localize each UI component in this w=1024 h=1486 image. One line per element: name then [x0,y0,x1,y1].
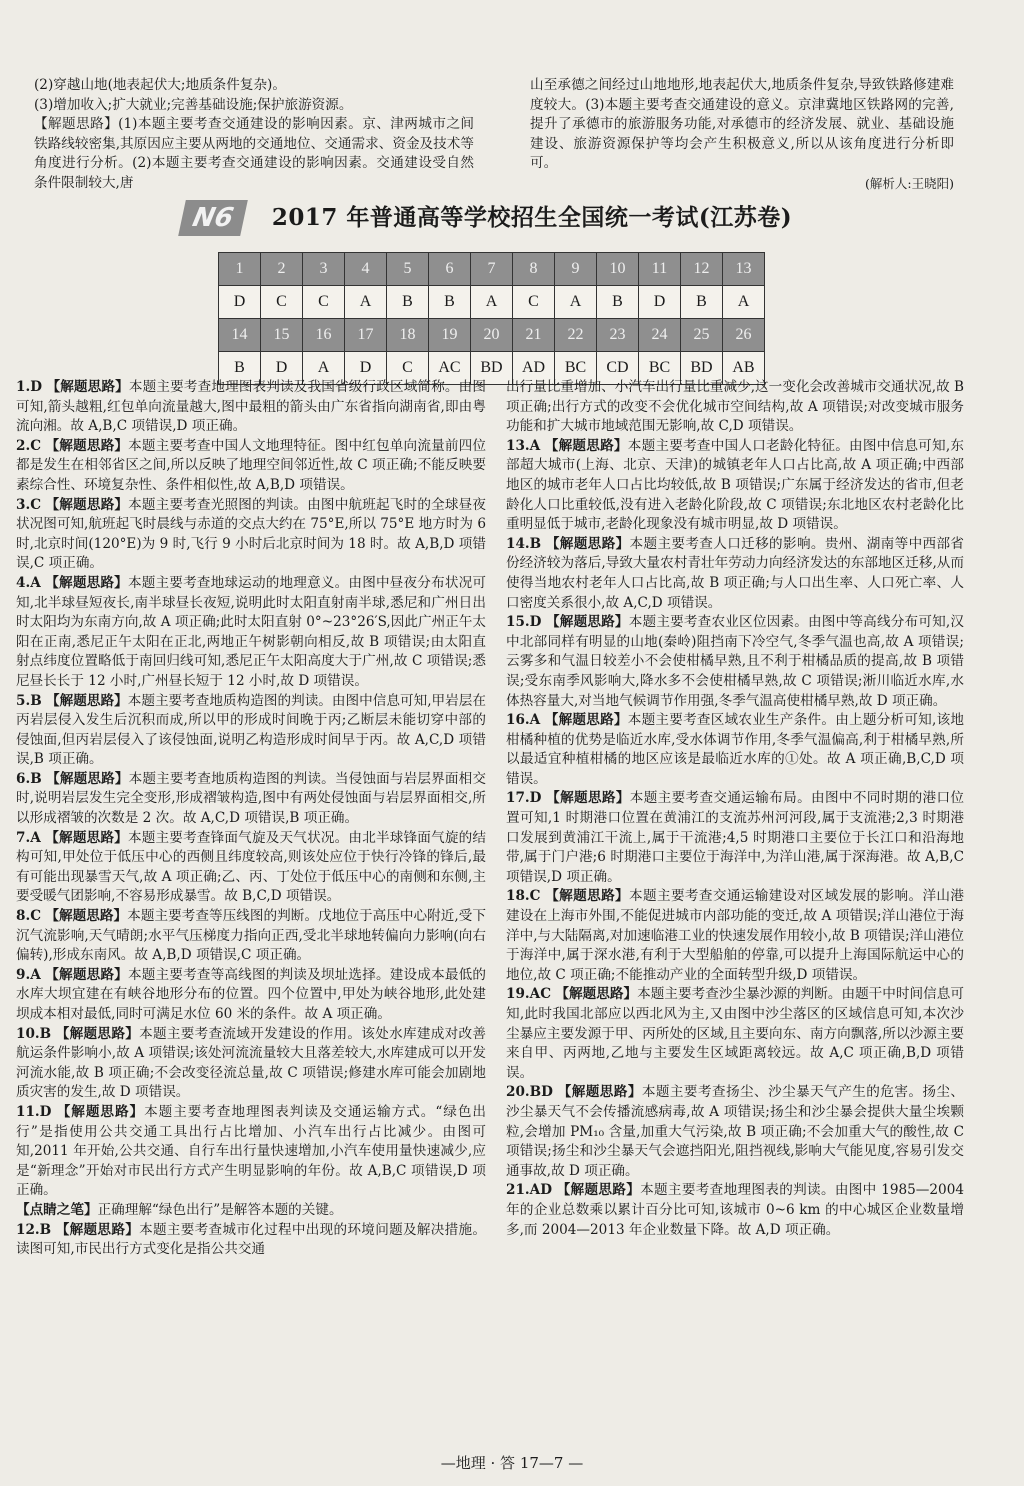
answer-explanation [16,574,486,692]
question-number-cell: 21 [513,319,555,352]
question-number-cell: 20 [471,319,513,352]
explanation-text: 本题主要考查地质构造图的判读。当侵蚀面与岩层界面相交时,说明岩层发生完全变形,形成褶皱构造,图中有两处侵蚀面与岩层界面相交,所以形成褶皱的次数是 2 次。故 A,C,D 项错误,B 项正确。 [16,770,487,827]
answer-explanation [16,496,486,574]
explanation-tag: 【解题思路】 [545,888,630,905]
answer-cell: D [639,286,681,319]
exam-title: 2017 年普通高等学校招生全国统一考试(江苏卷) [271,204,793,231]
explanation-tag: 【解题思路】 [555,986,638,1003]
explanation-text: 本题主要考查农业区位因素。由图中等高线分布可知,汉中北部同样有明显的山地(秦岭)阻挡南下冷空气,冬季气温也高,故 A 项错误;云雾多和气温日较差小不会使柑橘早熟,且不利于柑橘品质的提高,故 B 项错误;受东南季风影响大,降水多不会使柑橘早熟,故 C 项错误;淅川临近水库,水体热容量大,对当地气候调节作用强,冬季气温高使柑橘早熟,故 D 项正确。 [506,614,965,709]
answer-explanation [16,907,486,966]
answer-explanation [16,829,486,907]
answer-explanation [506,1083,964,1181]
explanation-text: 本题主要考查光照图的判读。由图中航班起飞时的全球昼夜状况图可知,航班起飞时晨线与赤道的交点大约在 75°E,所以 75°E 地方时为 6 时,北京时间(120°E)为 9 时,飞行 9 小时后北京时间为 18 时。故 A,B,D 项错误,C 项正确。 [16,496,486,572]
explanation-text: 本题主要考查地理图表的判读。由图中 1985—2004 年的企业总数乘以累计百分比可知,该城市 0~6 km 的中心城区企业数量增多,而 2004—2013 年企业数量下降。故 A,D 项正确。 [506,1182,964,1238]
question-number: 16.A [506,712,541,729]
question-number-cell: 16 [303,319,345,352]
explanation-text: 本题主要考查中国人文地理特征。图中红包单向流量前四位都是发生在相邻省区之间,所以反映了地理空间邻近性,故 C 项正确;不能反映要素综合性、环境复杂性、条件相似性,故 A,B,D 项错误。 [16,437,486,493]
answer-cell: B [597,286,639,319]
explanation-tag: 【解题思路】 [55,1025,140,1042]
answer-cell: D [261,352,303,385]
question-number: 11.D [16,1103,52,1120]
question-number: 8.C [16,908,42,925]
question-number-cell: 11 [639,253,681,286]
explanation-text: 本题主要考查中国人口老龄化特征。由图中信息可知,东部超大城市(上海、北京、天津)的城镇老年人口占比高,故 A 项正确;中西部地区的城市老年人口占比均较低,故 B 项错误;广东属于经济发达的省市,但老龄化人口比重较低,没有进入老龄化阶段,故 C 项错误;东北地区农村老龄化比重明显低于城市,老龄化现象没有城市明显,故 D 项错误。 [506,437,964,533]
question-number: 17.D [506,790,542,807]
question-number: 15.D [506,614,542,631]
explanation-text: 正确理解“绿色出行”是解答本题的关键。 [97,1201,343,1218]
explanation-text: 本题主要考查锋面气旋及天气状况。由北半球锋面气旋的结构可知,甲处位于低压中心的西侧且纬度较高,则该处应位于快行冷锋的锋后,最有可能出现暴雪天气,故 A 项正确;乙、丙、丁处位于低压中心的南侧和东侧,主要受暖气团影响,不容易形成暴雪。故 B,C,D 项错误。 [16,829,487,905]
answer-explanation [16,1103,486,1201]
answer-explanation [506,613,964,711]
question-number-cell: 6 [429,253,471,286]
section-header [182,198,822,240]
answer-cell: B [219,352,261,385]
question-number: 5.B [16,692,42,709]
left-answer-column [16,378,486,1260]
answer-explanation [16,966,486,1025]
answer-explanation [506,535,964,613]
question-number-cell: 7 [471,253,513,286]
answer-explanation [506,437,964,535]
explanation-tag: 【解题思路】 [45,496,129,513]
answer-explanation [16,1221,486,1260]
explanation-text: 本题主要考查人口迁移的影响。贵州、湖南等中西部省份经济较为落后,导致大量农村青壮年劳动力向经济发达的东部地区迁移,从而使得当地农村老年人口占比高,故 B 项正确;与人口出生率、人口死亡率、人口密度关系很小,故 A,C,D 项错误。 [506,535,965,611]
answer-cell: B [429,286,471,319]
answer-cell: B [681,286,723,319]
explanation-tag: 【解题思路】 [55,1221,140,1238]
question-number: 4.A [16,574,41,591]
answer-cell: D [219,286,261,319]
question-number-cell: 10 [597,253,639,286]
explanation-text: 本题主要考查交通运输布局。由图中不同时期的港口位置可知,1 时期港口位置在黄浦江的支流苏州河河段,属于支流港;2,3 时期港口发展到黄浦江干流上,属于干流港;4,5 时期港口主要位于长江口和沿海地带,属于门户港;6 时期港口主要位于海洋中,为洋山港,属于深海港。故 A,B,C 项错误,D 项正确。 [506,790,965,885]
top-right-column [530,76,954,194]
question-number: 3.C [16,496,42,513]
answer-cell: CD [597,352,639,385]
answer-cell: AB [723,352,765,385]
question-number: 20.BD [506,1084,553,1101]
answer-explanation [506,1181,964,1240]
question-number-cell: 12 [681,253,723,286]
answer-explanation [16,1025,486,1103]
explanation-text: 出行量比重增加、小汽车出行量比重减少,这一变化会改善城市交通状况,故 B 项正确;出行方式的改变不会优化城市空间结构,故 A 项错误;对改变城市服务功能和扩大城市地域范围无影响,故 C,D 项错误。 [506,379,964,435]
section-label: N6 [178,200,248,236]
question-number: 9.A [16,966,41,983]
explanation-tag: 【解题思路】 [46,692,128,709]
answer-cell: C [261,286,303,319]
question-number-cell: 2 [261,253,303,286]
explanation-text: 本题主要考查地球运动的地理意义。由图中昼夜分布状况可知,北半球昼短夜长,南半球昼长夜短,说明此时太阳直射南半球,悉尼和广州日出时太阳均为东南方向,故 A 项正确;此时太阳直射 0°~23°26′S,因此广州正午太阳在正南,悉尼正午太阳在正北,两地正午树影朝向相反,故 B 项错误;由太阳直射点纬度位置略低于南回归线可知,悉尼正午太阳高度大于广州,故 C 项错误;悉尼昼长长于 12 小时,广州昼长短于 12 小时,故 D 项错误。 [16,574,487,689]
question-number: 12.B [16,1221,52,1238]
explanation-tag: 【解题思路】 [46,379,129,395]
answer-explanation [16,1201,486,1221]
explanation-text: 本题主要考查城市化过程中出现的环境问题及解决措施。读图可知,市民出行方式变化是指公共交通 [16,1221,487,1258]
explanation-text: 本题主要考查地理图表判读及交通运输方式。“绿色出行”是指使用公共交通工具出行占比增加、小汽车出行占比减少。由图可知,2011 年开始,公共交通、自行车出行量快速增加,小汽车使用量快速减少,应是“新理念”开始对市民出行方式产生明显影响的年份。故 A,B,C 项错误,D 项正确。 [16,1103,486,1199]
explanation-tag: 【解题思路】 [557,1084,642,1101]
question-number-row [219,253,765,286]
question-number: 14.B [506,535,542,552]
question-number-cell: 25 [681,319,723,352]
answer-cell: A [345,286,387,319]
question-number: 21.AD [506,1182,552,1199]
question-number: 18.C [506,888,541,905]
question-number: 2.C [16,437,42,454]
question-number-cell: 15 [261,319,303,352]
question-number-cell: 14 [219,319,261,352]
question-number-cell: 23 [597,319,639,352]
explanation-tag: 【解题思路】 [45,966,128,983]
explanation-text: 本题主要考查等高线图的判读及坝址选择。建设成本最低的水库大坝宜建在有峡谷地形分布的位置。四个位置中,甲处为峡谷地形,此处建坝成本相对最低,同时可满足水位 60 米的条件。故 A 项正确。 [16,966,487,1022]
explanation-tag: 【解题思路】 [45,437,129,454]
question-number: 7.A [16,829,41,846]
answer-cell: A [723,286,765,319]
right-answer-column [506,378,964,1240]
answer-cell: C [513,286,555,319]
question-number: 13.A [506,437,541,454]
question-number-cell: 22 [555,319,597,352]
question-number-row [219,319,765,352]
question-number: 10.B [16,1025,52,1042]
question-number-cell: 8 [513,253,555,286]
explanation-tag: 【解题思路】 [544,712,628,729]
answer-explanation [16,692,486,770]
answer-cell: AC [429,352,471,385]
question-number-cell: 17 [345,319,387,352]
answer-line-3: (3)增加收入;扩大就业;完善基础设施;保护旅游资源。 [34,96,353,113]
answer-cell: BD [681,352,723,385]
explanation-text: 本题主要考查区域农业生产条件。由上题分析可知,该地柑橘种植的优势是临近水库,受水体调节作用,冬季气温偏高,利于柑橘早熟,所以最适宜种植柑橘的地区应该是最临近水库的①处。故 A 项正确,B,C,D 项错误。 [506,712,964,787]
answer-explanation [506,711,964,789]
page-number: —地理 · 答 17—7 — [440,1454,584,1472]
question-number-cell: 13 [723,253,765,286]
question-number: 1.D [16,379,42,395]
question-number: 19.AC [506,986,552,1003]
question-number-cell: 5 [387,253,429,286]
answer-cell: A [303,352,345,385]
question-number: 6.B [16,770,42,787]
answer-cell: A [471,286,513,319]
answer-cell: BC [555,352,597,385]
explanation-text: 本题主要考查沙尘暴沙源的判断。由题干中时间信息可知,此时我国北部应以西北风为主,又由图中沙尘落区的区域信息可知,本次沙尘暴应主要发源于甲、丙所处的区域,且主要向东、南方向飘落,所以沙源主要来自甲、丙两地,乙地与主要发生区域距离较远。故 A,C 项正确,B,D 项错误。 [506,986,965,1081]
question-number-cell: 18 [387,319,429,352]
explanation-tag: 【解题思路】 [546,790,630,807]
explanation-tag: 【解题思路】 [46,770,129,787]
explanation-tag: 【解题思路】 [45,574,128,591]
explanation-text: 本题主要考查地理图表判读及我国省级行政区域简称。由图可知,箭头越粗,红包单向流量越大,图中最粗的箭头由广东省指向湖南省,即由粤流向湘。故 A,B,C 项错误,D 项正确。 [16,379,487,435]
answer-cell: B [387,286,429,319]
explanation-text: 本题主要考查等压线图的判断。戊地位于高压中心附近,受下沉气流影响,天气晴朗;水平气压梯度力指向正西,受北半球地转偏向力影响(向右偏转),形成东南风。故 A,B,D 项错误,C 项正确。 [16,908,487,964]
explanation-tag: 【解题思路】 [545,535,630,552]
answer-explanation [506,887,964,985]
explanation-tag: 【点睛之笔】 [16,1201,98,1218]
explanation-text: 本题主要考查流域开发建设的作用。该处水库建成对改善航运条件影响小,故 A 项错误;该处河流流量较大且落差较大,水库建成可以开发河流水能,故 B 项正确;不会改变径流总量,故 C 项错误;修建水库可能会加剧地质灾害的发生,故 D 项错误。 [16,1025,487,1101]
answer-cell: C [303,286,345,319]
answer-explanation [16,437,486,496]
question-number-cell: 3 [303,253,345,286]
answer-explanation [506,985,964,1083]
solution-text: 【解题思路】(1)本题主要考查交通建设的影响因素。京、津两城市之间铁路线较密集,其原因应主要从两地的交通地位、交通需求、资金及技术等角度进行分析。(2)本题主要考查交通建设的影响因素。交通建设受自然条件限制较大,唐 [34,116,474,191]
explanation-tag: 【解题思路】 [545,614,629,631]
answer-cell: A [555,286,597,319]
explanation-text: 本题主要考查扬尘、沙尘暴天气产生的危害。扬尘、沙尘暴天气不会传播流感病毒,故 A 项错误;扬尘和沙尘暴会提供大量尘埃颗粒,会增加 PM₁₀ 含量,加重大气污染,故 B 项正确;不会加重大气的酸性,故 C 项错误;扬尘和沙尘暴天气会遮挡阳光,阻挡视线,影响大气能见度,容易引发交通事故,故 D 项正确。 [506,1084,965,1179]
answer-row [219,286,765,319]
question-number-cell: 4 [345,253,387,286]
explanation-tag: 【解题思路】 [544,437,628,454]
answer-explanation [506,378,964,437]
answer-explanation [16,770,486,829]
explanation-text: 本题主要考查地质构造图的判读。由图中信息可知,甲岩层在丙岩层侵入发生后沉积而成,所以甲的形成时间晚于丙;乙断层未能切穿中部的侵蚀面,但丙岩层侵入了该侵蚀面,说明乙构造形成时间早于丙。故 A,C,D 项错误,B 项正确。 [16,692,486,768]
question-number-cell: 19 [429,319,471,352]
answer-key-table [218,252,765,385]
answer-cell: BC [639,352,681,385]
explanation-text: 本题主要考查交通运输建设对区域发展的影响。洋山港建设在上海市外围,不能促进城市内部功能的变迁,故 A 项错误;洋山港位于海洋中,与大陆隔离,对加速临港工业的快速发展作用较小,故 B 项错误;洋山港位于海洋中,属于深水港,有利于大型船舶的停靠,可以提升上海国际航运中心的地位,故 C 项正确;不能推动产业的全面转型升级,D 项错误。 [506,888,965,983]
solution-continued: 山至承德之间经过山地地形,地表起伏大,地质条件复杂,导致铁路修建难度较大。(3)本题主要考查交通建设的意义。京津冀地区铁路网的完善,提升了承德市的旅游服务功能,对承德市的经济发展、就业、基础设施建设、旅游资源保护等均会产生积极意义,所以从该角度进行分析即可。 [530,77,954,172]
explanation-tag: 【解题思路】 [556,1182,641,1199]
explanation-tag: 【解题思路】 [56,1103,145,1120]
answer-cell: BD [471,352,513,385]
answer-cell: C [387,352,429,385]
question-number-cell: 24 [639,319,681,352]
question-number-cell: 1 [219,253,261,286]
explanation-tag: 【解题思路】 [45,829,128,846]
answer-cell: AD [513,352,555,385]
answer-explanation [506,789,964,887]
signature: (解析人:王晓阳) [865,175,954,191]
top-left-column [34,76,474,194]
answer-explanation [16,378,486,437]
answer-line-2: (2)穿越山地(地表起伏大;地质条件复杂)。 [34,77,286,93]
question-number-cell: 9 [555,253,597,286]
answer-cell: D [345,352,387,385]
explanation-tag: 【解题思路】 [45,908,128,925]
question-number-cell: 26 [723,319,765,352]
